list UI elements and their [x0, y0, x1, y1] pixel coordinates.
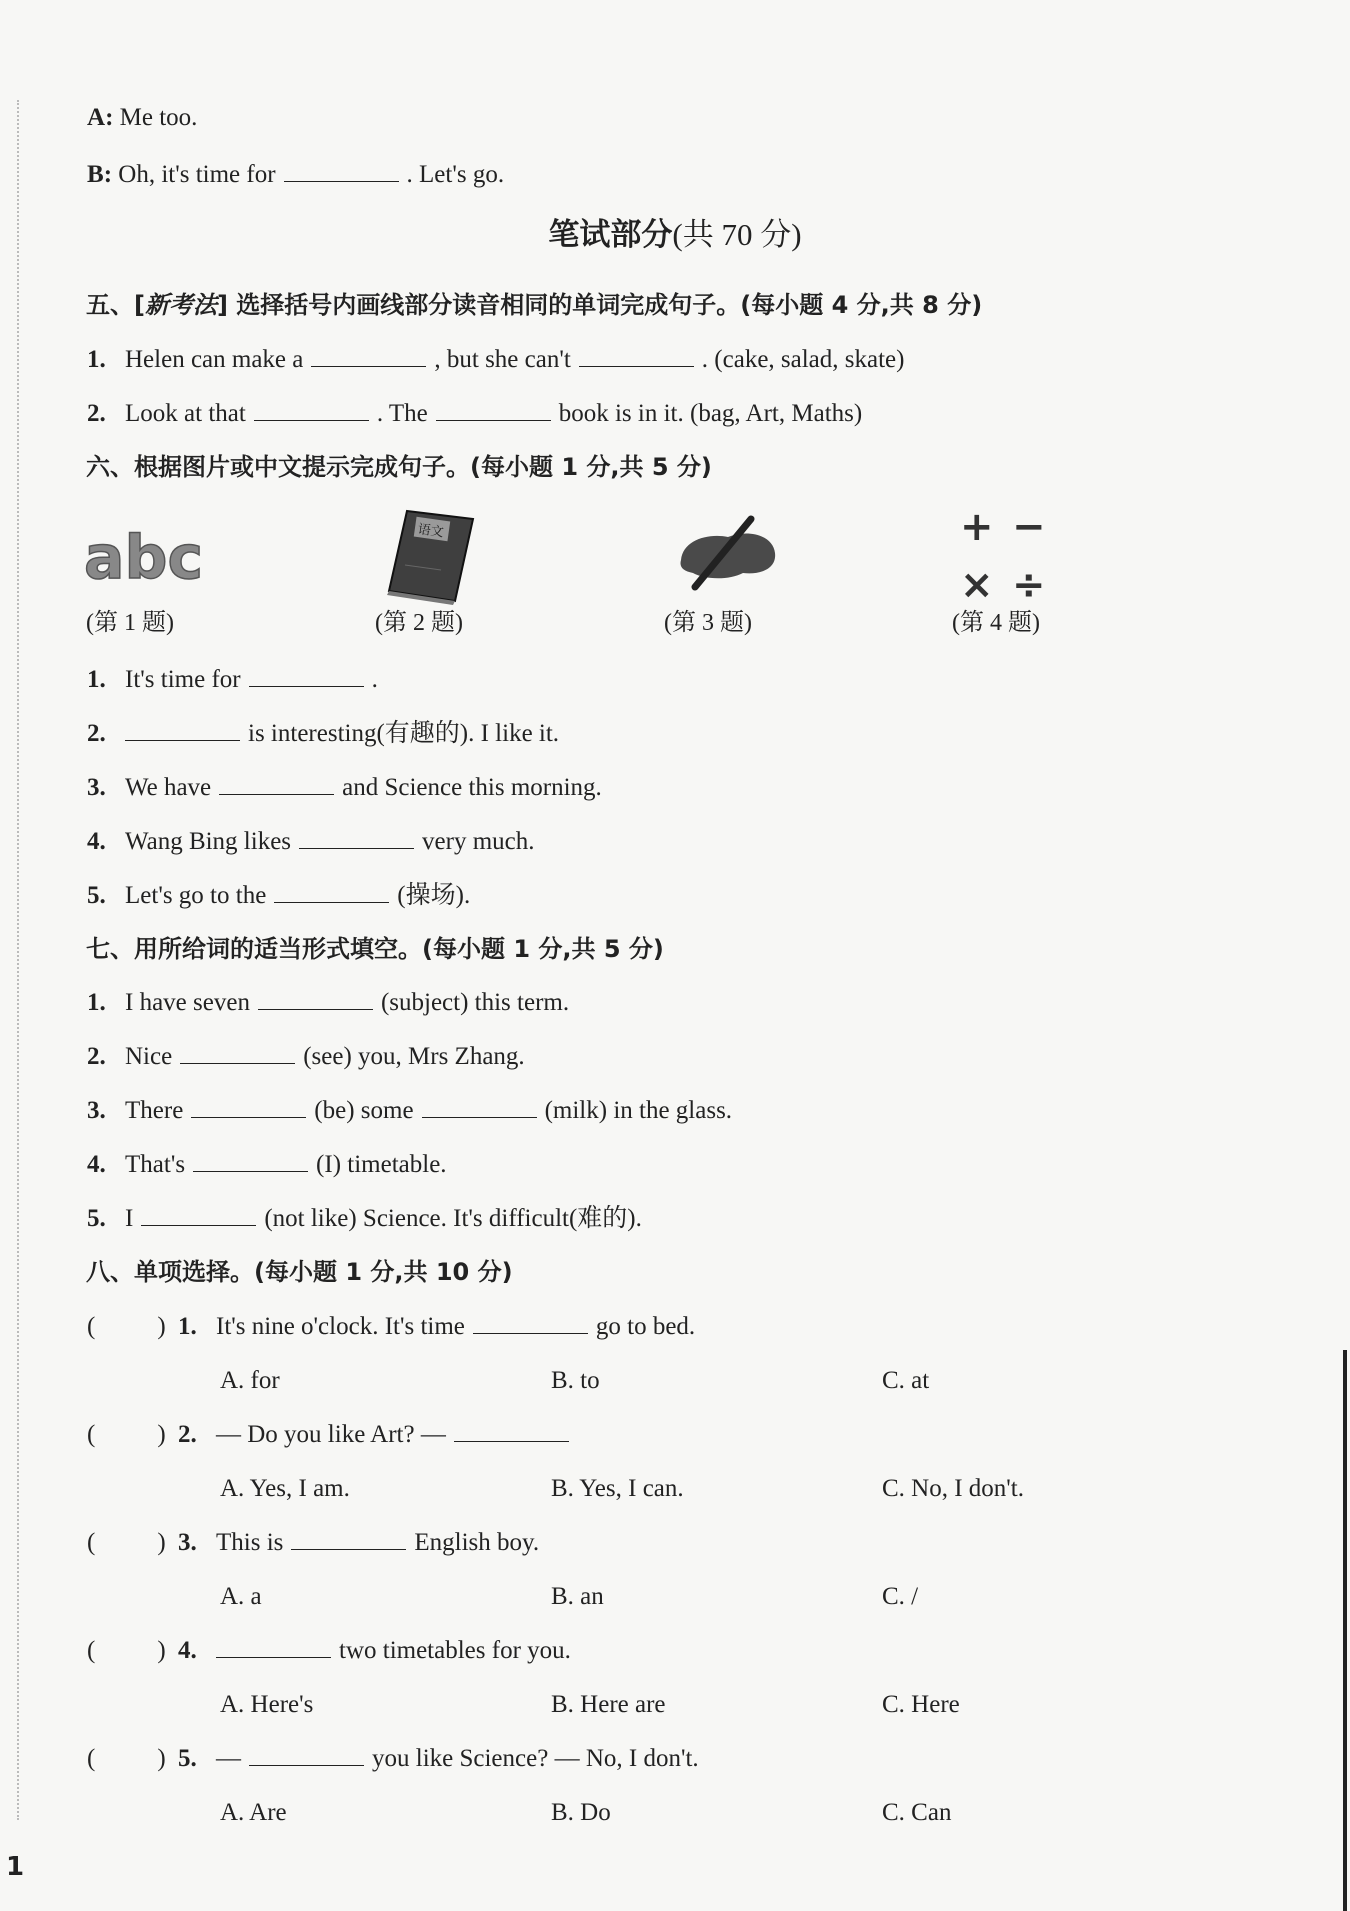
right-edge-line: [1343, 1350, 1347, 1911]
sec7-q5: 5. I (not like) Science. It's difficult(难的).: [87, 1205, 642, 1232]
plus-icon: +: [960, 504, 994, 550]
sec6-q1: 1. It's time for .: [87, 666, 378, 693]
page-number: 1: [6, 1852, 25, 1882]
dialogue-line-a: A: Me too.: [87, 104, 198, 131]
sec7-heading: 七、用所给词的适当形式填空。(每小题 1 分,共 5 分): [86, 935, 664, 963]
caption-2: (第 2 题): [375, 610, 463, 636]
sec7-q2: 2. Nice (see) you, Mrs Zhang.: [87, 1043, 525, 1070]
caption-3: (第 3 题): [664, 610, 752, 636]
mc-question-5: 5. — you like Science? — No, I don't.: [178, 1745, 699, 1772]
caption-1: (第 1 题): [86, 610, 174, 636]
sec7-q3: 3. There (be) some (milk) in the glass.: [87, 1097, 733, 1124]
mc-1-option-b[interactable]: B. to: [551, 1367, 600, 1394]
mc-2-option-a[interactable]: A. Yes, I am.: [220, 1475, 350, 1502]
answer-paren[interactable]: ( ): [87, 1313, 166, 1340]
math-operators-picture: [960, 503, 1060, 608]
mc-question-3: 3. This is English boy.: [178, 1529, 540, 1556]
answer-paren[interactable]: ( ): [87, 1637, 166, 1664]
svg-text:语文: 语文: [416, 522, 445, 541]
dialogue-line-b: B: Oh, it's time for . Let's go.: [87, 161, 505, 188]
sec6-q3: 3. We have and Science this morning.: [87, 774, 602, 801]
section-title: 笔试部分(共 70 分): [548, 217, 802, 253]
mc-5-option-c[interactable]: C. Can: [882, 1799, 952, 1826]
binding-line: [17, 100, 19, 1820]
new-method-tag: 新考法: [144, 290, 217, 319]
caption-4: (第 4 题): [952, 610, 1040, 636]
mc-3-option-c[interactable]: C. /: [882, 1583, 919, 1610]
sec7-q1: 1. I have seven (subject) this term.: [87, 989, 570, 1016]
mc-5-option-b[interactable]: B. Do: [551, 1799, 611, 1826]
paint-brush-picture: [673, 515, 783, 595]
sec5-q1: 1. Helen can make a , but she can't . (cake, salad, skate): [87, 346, 905, 373]
sec8-heading: 八、单项选择。(每小题 1 分,共 10 分): [86, 1258, 513, 1286]
minus-icon: −: [1012, 504, 1046, 550]
mc-2-option-c[interactable]: C. No, I don't.: [882, 1475, 1025, 1502]
mc-2-option-b[interactable]: B. Yes, I can.: [551, 1475, 684, 1502]
mc-1-option-c[interactable]: C. at: [882, 1367, 930, 1394]
sec6-q2: 2. is interesting(有趣的). I like it.: [87, 720, 560, 747]
mc-4-option-a[interactable]: A. Here's: [220, 1691, 314, 1718]
answer-paren[interactable]: ( ): [87, 1745, 166, 1772]
mc-question-1: 1. It's nine o'clock. It's time go to bed.: [178, 1313, 696, 1340]
mc-5-option-a[interactable]: A. Are: [220, 1799, 287, 1826]
sec6-heading: 六、根据图片或中文提示完成句子。(每小题 1 分,共 5 分): [86, 453, 712, 481]
sec5-heading: 五、[新考法] 选择括号内画线部分读音相同的单词完成句子。(每小题 4 分,共 8 分): [86, 290, 983, 319]
divide-icon: ÷: [1012, 562, 1046, 608]
svg-text:abc: abc: [84, 523, 204, 590]
answer-paren[interactable]: ( ): [87, 1529, 166, 1556]
answer-blank[interactable]: [284, 161, 399, 182]
abc-letters-picture: [82, 520, 212, 590]
mc-4-option-c[interactable]: C. Here: [882, 1691, 960, 1718]
sec6-q5: 5. Let's go to the (操场).: [87, 882, 471, 909]
sec6-q4: 4. Wang Bing likes very much.: [87, 828, 535, 855]
mc-question-4: 4. two timetables for you.: [178, 1637, 571, 1664]
mc-4-option-b[interactable]: B. Here are: [551, 1691, 666, 1718]
times-icon: ×: [960, 562, 994, 608]
mc-question-2: 2. — Do you like Art? —: [178, 1420, 577, 1450]
sec5-q2: 2. Look at that . The book is in it. (bag, Art, Maths): [87, 400, 863, 427]
mc-1-option-a[interactable]: A. for: [220, 1367, 280, 1394]
mc-3-option-b[interactable]: B. an: [551, 1583, 604, 1610]
answer-paren[interactable]: ( ): [87, 1421, 166, 1448]
mc-3-option-a[interactable]: A. a: [220, 1583, 262, 1610]
chinese-book-picture: [385, 505, 485, 605]
sec7-q4: 4. That's (I) timetable.: [87, 1151, 447, 1178]
